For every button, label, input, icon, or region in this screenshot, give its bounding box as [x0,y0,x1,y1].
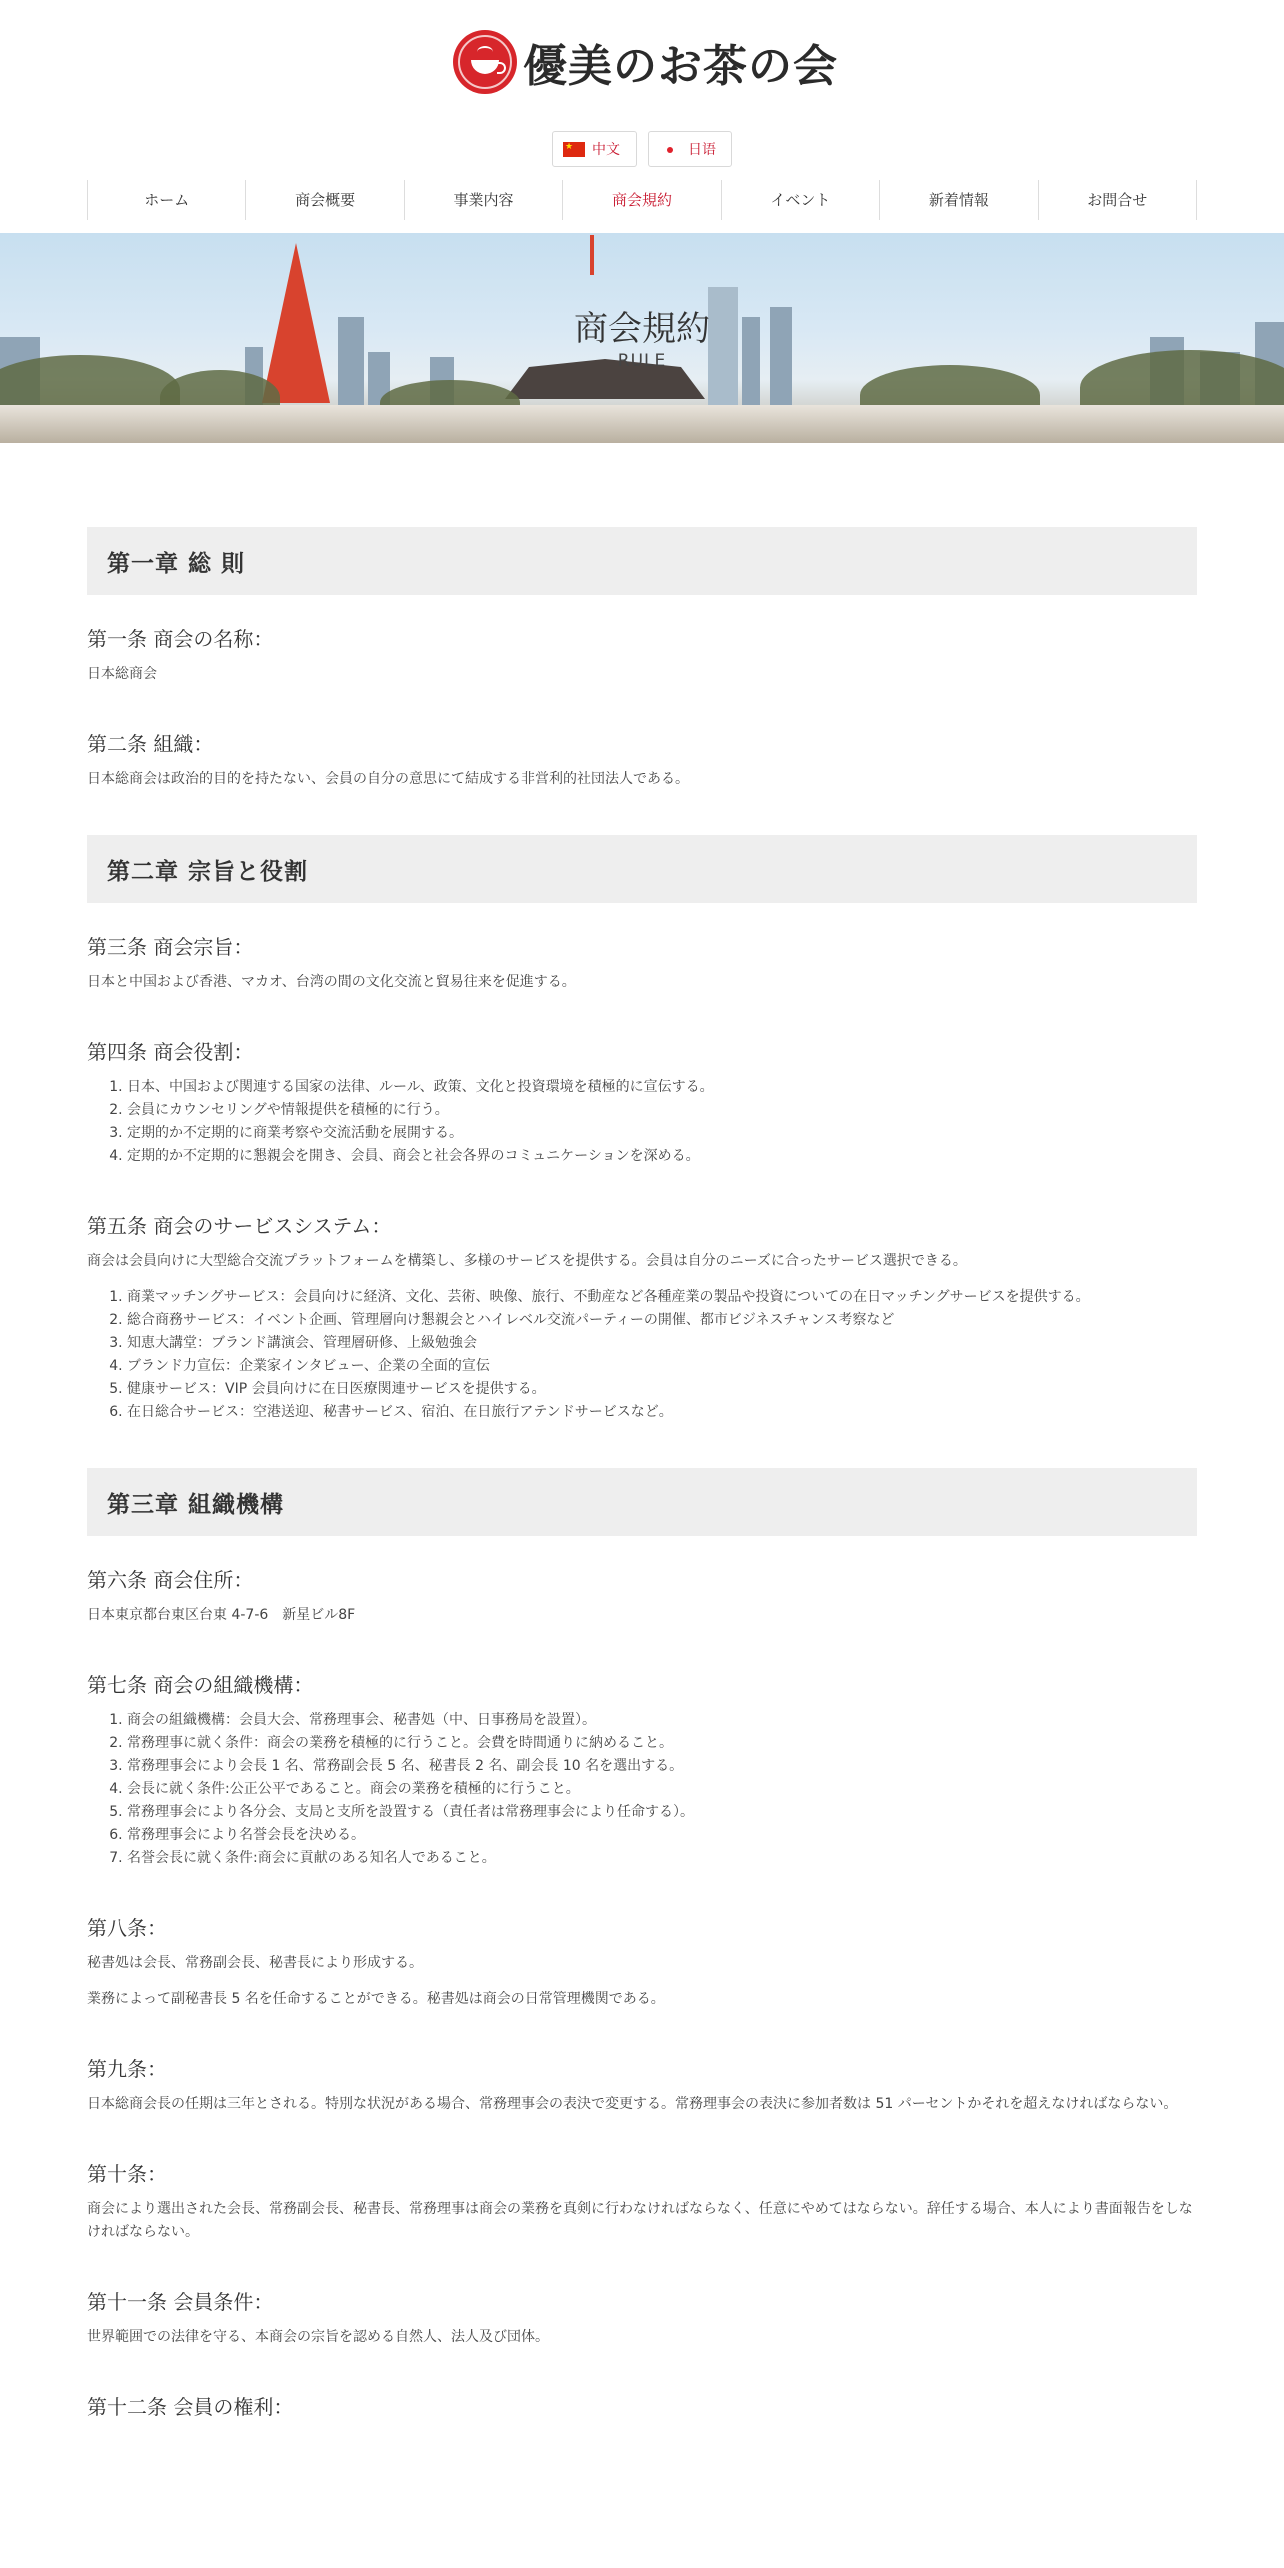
chapter-heading [87,1468,1197,1536]
chapter-heading [87,835,1197,903]
tea-seal-icon [453,30,517,94]
nav-item-rules[interactable]: 商会規約 [562,180,720,220]
article-text: 秘書処は会長、常務副会長、秘書長により形成する。 [87,1955,423,1971]
article-9 [87,2055,1197,2116]
article-8 [87,1914,1197,2011]
list-item: 3. 常務理事会により会長 1 名、常務副会長 5 名、秘書長 2 名、副会長 10 名を選出する。 [127,1755,1197,1778]
nav-item-business[interactable]: 事業内容 [404,180,562,220]
chapter-heading [87,527,1197,595]
list-item: 2. 常務理事に就く条件：商会の業務を積極的に行うこと。会費を時間通りに納めること。 [127,1732,1197,1755]
list-item: 6. 在日総合サービス：空港送迎、秘書サービス、宿泊、在日旅行アテンドサービスなど。 [127,1401,1197,1424]
list-item: 5. 常務理事会により各分会、支局と支所を設置する（責任者は常務理事会により任命する）。 [127,1801,1197,1824]
china-flag-icon [563,142,585,157]
chapter-title: 第一章 総 則 [107,550,246,577]
article-title: 第六条 商会住所： [87,1568,254,1592]
nav-item-contact[interactable]: お問合せ [1038,180,1197,220]
article-11 [87,2288,1197,2349]
article-list [87,1286,1197,1424]
list-item: 1. 日本、中国および関連する国家の法律、ルール、政策、文化と投資環境を積極的に宣伝する。 [127,1076,1197,1099]
list-item: 1. 商業マッチングサービス：会員向けに経済、文化、芸術、映像、旅行、不動産など各種産業の製品や投資についての在日マッチングサービスを提供する。 [127,1286,1197,1309]
lang-chinese-button[interactable] [552,131,637,167]
article-text: 日本と中国および香港、マカオ、台湾の間の文化交流と貿易往来を促進する。 [87,974,576,990]
site-header [0,0,1284,230]
chapter-2 [87,835,1197,1424]
article-text: 商会は会員向けに大型総合交流プラットフォームを構築し、多様のサービスを提供する。会員は自分のニーズに合ったサービス選択できる。 [87,1253,967,1269]
lang-chinese-label: 中文 [592,142,620,158]
article-text: 世界範囲での法律を守る、本商会の宗旨を認める自然人、法人及び団体。 [87,2329,549,2345]
article-text: 日本東京都台東区台東 4-7-6 新星ビル8F [87,1607,356,1623]
article-10 [87,2160,1197,2244]
article-2 [87,730,1197,791]
article-title: 第三条 商会宗旨： [87,935,254,959]
list-item: 4. ブランド力宣伝：企業家インタビュー、企業の全面的宣伝 [127,1355,1197,1378]
article-1 [87,625,1197,686]
nav-item-home[interactable]: ホーム [87,180,245,220]
list-item: 4. 会長に就く条件:公正公平であること。商会の業務を積極的に行うこと。 [127,1778,1197,1801]
list-item: 1. 商会の組織機構：会員大会、常務理事会、秘書処（中、日事務局を設置）。 [127,1709,1197,1732]
rules-content [87,527,1197,2465]
article-text: 業務によって副秘書長 5 名を任命することができる。秘書処は商会の日常管理機関である。 [87,1991,665,2007]
page-banner [0,233,1284,443]
article-5 [87,1212,1197,1424]
article-title: 第七条 商会の組織機構： [87,1673,314,1697]
article-list [87,1709,1197,1870]
article-4 [87,1038,1197,1168]
lang-japanese-label: 日语 [688,142,716,158]
chapter-title: 第三章 組織機構 [107,1491,285,1518]
article-text: 日本総商会長の任期は三年とされる。特別な状況がある場合、常務理事会の表決で変更する。常務理事会の表決に参加者数は 51 パーセントかそれを超えなければならない。 [87,2096,1178,2112]
article-title: 第八条： [87,1916,167,1940]
article-title: 第十一条 会員条件： [87,2290,274,2314]
article-list [87,1076,1197,1168]
chapter-3 [87,1468,1197,2421]
main-nav [87,180,1197,220]
site-logo[interactable] [453,26,838,98]
article-title: 第十二条 会員の権利： [87,2395,294,2419]
list-item: 3. 定期的か不定期的に商業考察や交流活動を展開する。 [127,1122,1197,1145]
article-12 [87,2393,1197,2421]
article-7 [87,1671,1197,1870]
article-3 [87,933,1197,994]
list-item: 3. 知恵大講堂：ブランド講演会、管理層研修、上級勉強会 [127,1332,1197,1355]
nav-item-news[interactable]: 新着情報 [879,180,1037,220]
list-item: 2. 会員にカウンセリングや情報提供を積極的に行う。 [127,1099,1197,1122]
lang-japanese-button[interactable] [648,131,732,167]
list-item: 4. 定期的か不定期的に懇親会を開き、会員、商会と社会各界のコミュニケーションを深める。 [127,1145,1197,1168]
list-item: 5. 健康サービス：VIP 会員向けに在日医療関連サービスを提供する。 [127,1378,1197,1401]
chapter-title: 第二章 宗旨と役割 [107,858,309,885]
page-title: 商会規約 [574,309,710,349]
article-6 [87,1566,1197,1627]
logo-text: 優美のお茶の会 [523,41,838,92]
article-text: 商会により選出された会長、常務副会長、秘書長、常務理事は商会の業務を真剣に行わなければならなく、任意にやめてはならない。辞任する場合、本人により書面報告をしなければならない。 [87,2201,1193,2240]
list-item: 6. 常務理事会により名誉会長を決める。 [127,1824,1197,1847]
list-item: 7. 名誉会長に就く条件:商会に貢献のある知名人であること。 [127,1847,1197,1870]
article-title: 第一条 商会の名称： [87,627,274,651]
list-item: 2. 総合商務サービス：イベント企画、管理層向け懇親会とハイレベル交流パーティーの開催、都市ビジネスチャンス考察など [127,1309,1197,1332]
nav-item-events[interactable]: イベント [721,180,879,220]
page-subtitle: RULE [617,351,667,371]
article-title: 第十条： [87,2162,167,2186]
chapter-1 [87,527,1197,791]
article-title: 第九条： [87,2057,167,2081]
article-title: 第四条 商会役割： [87,1040,254,1064]
article-title: 第二条 組織： [87,732,214,756]
article-title: 第五条 商会のサービスシステム： [87,1214,392,1238]
japan-flag-icon [659,142,681,157]
article-text: 日本総商会は政治的目的を持たない、会員の自分の意思にて結成する非営利的社団法人である。 [87,771,689,787]
nav-item-about[interactable]: 商会概要 [245,180,403,220]
article-text: 日本総商会 [87,666,157,682]
